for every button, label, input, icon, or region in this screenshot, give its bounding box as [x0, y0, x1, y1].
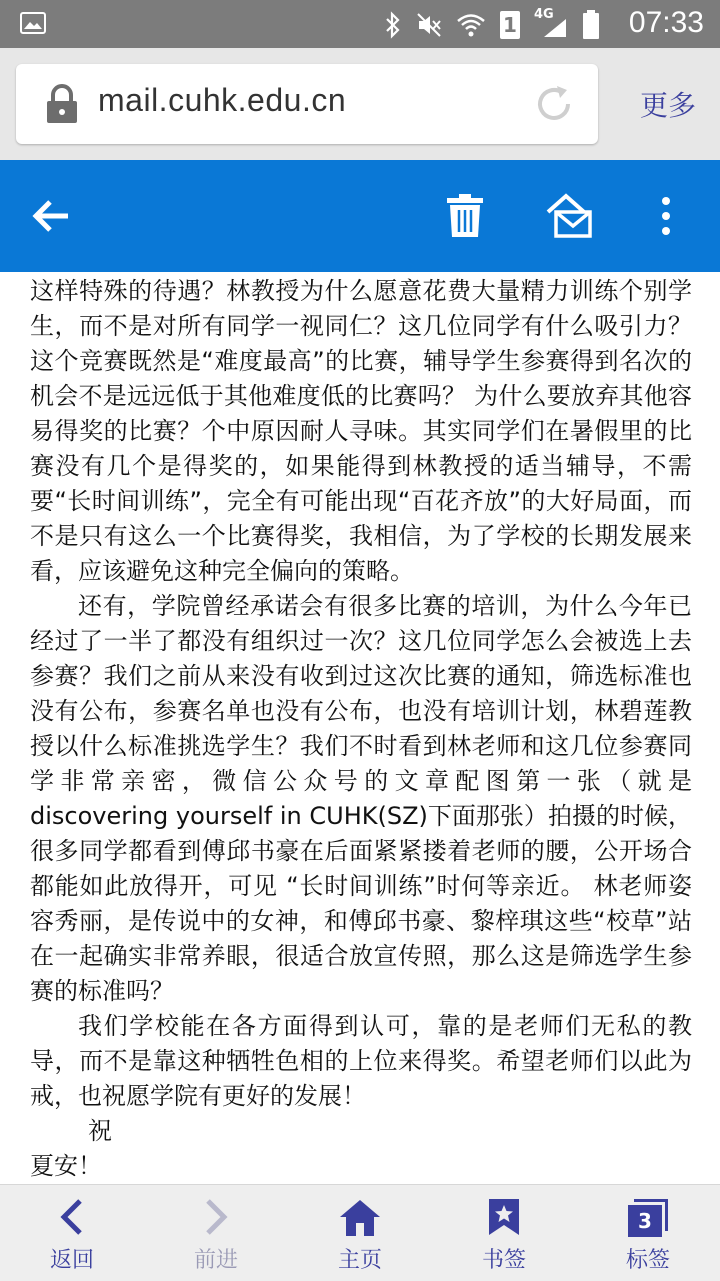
clock: 07:33 — [628, 6, 704, 39]
nav-back-label: 返回 — [49, 1248, 94, 1273]
url-text[interactable]: mail.cuhk.edu.cn — [98, 82, 347, 118]
closing-greeting: 祝 — [88, 1117, 112, 1145]
sim-badge — [500, 11, 520, 39]
nav-forward-label: 前进 — [193, 1248, 238, 1273]
nav-bookmarks-label: 书签 — [481, 1248, 526, 1273]
email-paragraph: 我们学校能在各方面得到认可，靠的是老师们无私的教导，而不是靠这种牺牲色相的上位来得奖。希望老师们以此为戒，也祝愿学院有更好的发展！ — [30, 1012, 692, 1110]
chevron-right-icon — [202, 1197, 230, 1237]
closing-wish: 夏安！ — [30, 1152, 102, 1180]
more-menu-button[interactable]: 更多 — [639, 89, 696, 122]
bookmark-star-icon — [487, 1197, 521, 1237]
email-paragraph: 这样特殊的待遇？林教授为什么愿意花费大量精力训练个别学生，而不是对所有同学一视同仁？这几位同学有什么吸引力？这个竞赛既然是“难度最高”的比赛，辅导学生参赛得到名次的机会不是远远低于其他难度低的比赛吗？ 为什么要放弃其他容易得奖的比赛？个中原因耐人寻味。其实同学们在暑假里的比赛没有几个是得奖的，如果能得到林教授的适当辅导，不需要“长时间训练”，完全有可能出现“百花齐放”的大好局面，而不是只有这么一个比赛得奖，我相信，为了学校的长期发展来看，应该避免这种完全偏向的策略。 — [30, 277, 692, 585]
tabs-count-icon — [626, 1199, 670, 1239]
gallery-notification-icon — [20, 12, 46, 34]
mark-unread-icon[interactable] — [544, 190, 594, 238]
nav-home-button[interactable] — [288, 1185, 432, 1281]
battery-icon — [582, 10, 600, 40]
status-bar — [0, 0, 720, 48]
tab-count: 3 — [638, 1209, 652, 1233]
address-bar[interactable] — [16, 64, 598, 144]
chevron-left-icon — [58, 1197, 86, 1237]
nav-tabs-label: 标签 — [625, 1248, 670, 1273]
mail-toolbar — [0, 160, 720, 272]
nav-home-label: 主页 — [337, 1248, 382, 1273]
wifi-icon — [456, 12, 486, 38]
nav-forward-button[interactable] — [144, 1185, 288, 1281]
back-arrow-icon[interactable] — [32, 198, 72, 234]
signal-indicator — [534, 7, 568, 39]
network-type: 4G — [534, 7, 554, 22]
nav-back-button[interactable] — [0, 1185, 144, 1281]
signal-icon — [542, 17, 568, 39]
bluetooth-icon — [384, 11, 402, 39]
nav-bookmarks-button[interactable] — [432, 1185, 576, 1281]
home-icon — [338, 1197, 382, 1237]
overflow-menu-icon[interactable] — [660, 196, 672, 236]
sim-number: 1 — [503, 13, 517, 37]
lock-icon — [44, 84, 80, 124]
browser-address-area — [0, 48, 720, 160]
email-body — [0, 272, 720, 1184]
browser-bottom-nav — [0, 1184, 720, 1281]
nav-tabs-button[interactable] — [576, 1185, 720, 1281]
reload-icon[interactable] — [532, 82, 576, 126]
email-paragraph: 还有，学院曾经承诺会有很多比赛的培训，为什么今年已经过了一半了都没有组织过一次？这几位同学怎么会被选上去参赛？我们之前从来没有收到过这次比赛的通知，筛选标准也没有公布，参赛名单也没有公布，也没有培训计划，林碧莲教授以什么标准挑选学生？我们不时看到林老师和这几位参赛同学非常亲密，微信公众号的文章配图第一张（就是discovering yourself in CUHK(SZ)下面那张）拍摄的时候，很多同学都看到傅邱书豪在后面紧紧搂着老师的腰，公开场合都能如此放得开，可见 “长时间训练”时何等亲近。 林老师姿容秀丽，是传说中的女神，和傅邱书豪、黎梓琪这些“校草”站在一起确实非常养眼，很适合放宣传照，那么这是筛选学生参赛的标准吗？ — [30, 592, 692, 1005]
mute-icon — [416, 12, 442, 38]
trash-icon[interactable] — [446, 194, 484, 238]
